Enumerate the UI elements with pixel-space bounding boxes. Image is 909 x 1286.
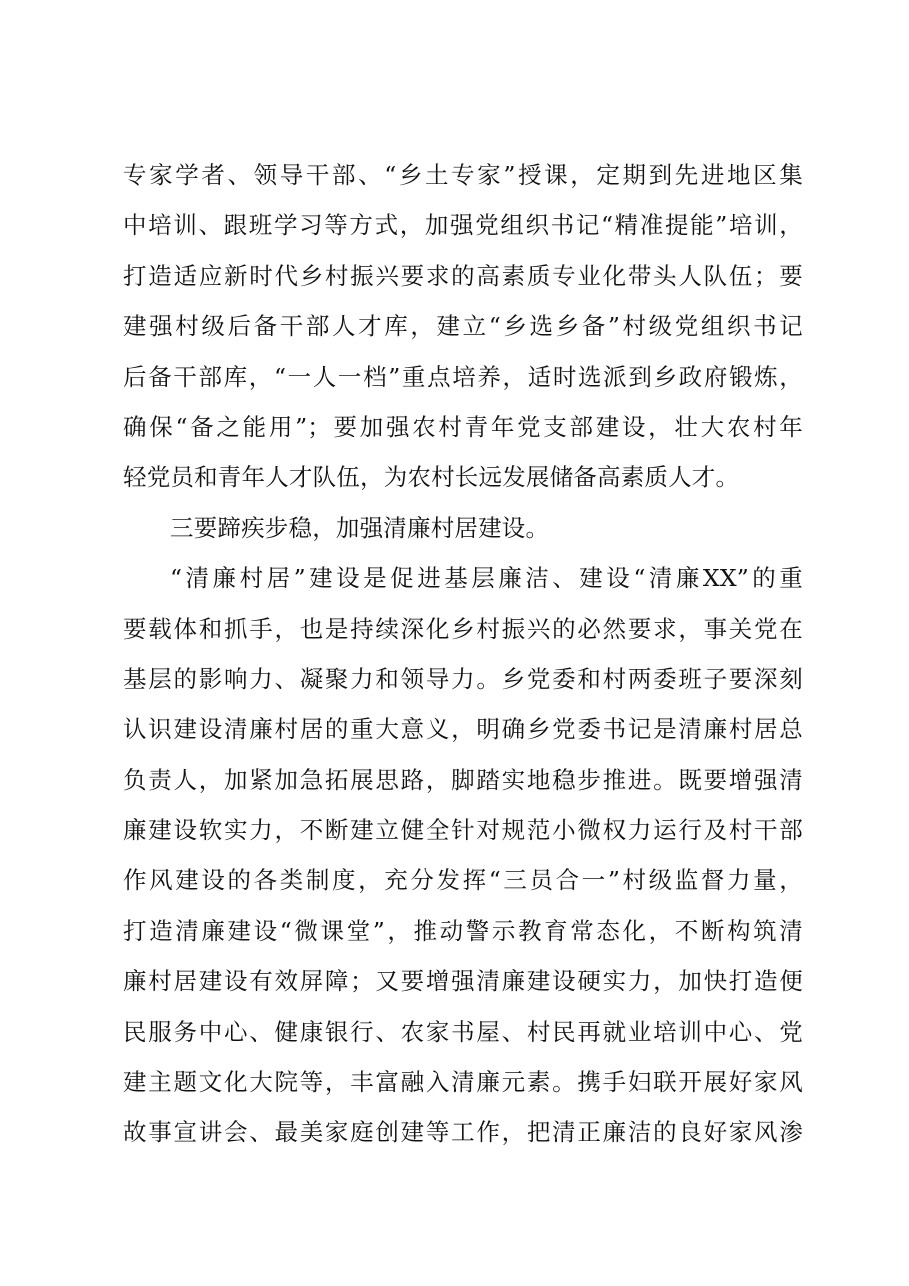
body-text xyxy=(123,150,803,1158)
text-line: 廉村居建设有效屏障；又要增强清廉建设硬实力，加快打造便 xyxy=(123,967,803,996)
text-line: 负责人，加紧加急拓展思路，脚踏实地稳步推进。既要增强清 xyxy=(123,765,803,794)
text-line: 要载体和抓手，也是持续深化乡村振兴的必然要求，事关党在 xyxy=(123,614,803,643)
text-line: 中培训、跟班学习等方式，加强党组织书记“精准提能”培训， xyxy=(123,211,803,240)
text-line: 打造清廉建设“微课堂”，推动警示教育常态化，不断构筑清 xyxy=(123,916,803,945)
text-line: 民服务中心、健康银行、农家书屋、村民再就业培训中心、党 xyxy=(123,1017,803,1046)
text-line: 建主题文化大院等，丰富融入清廉元素。携手妇联开展好家风 xyxy=(123,1068,803,1097)
text-line: 廉建设软实力，不断建立健全针对规范小微权力运行及村干部 xyxy=(123,816,803,845)
text-line: 基层的影响力、凝聚力和领导力。乡党委和村两委班子要深刻 xyxy=(123,664,803,693)
text-line: 故事宣讲会、最美家庭创建等工作，把清正廉洁的良好家风渗 xyxy=(123,1118,803,1147)
text-line: 轻党员和青年人才队伍，为农村长远发展储备高素质人才。 xyxy=(123,463,740,492)
text-line: 打造适应新时代乡村振兴要求的高素质专业化带头人队伍；要 xyxy=(123,261,803,290)
text-line: 建强村级后备干部人才库，建立“乡选乡备”村级党组织书记 xyxy=(123,312,803,341)
text-line: “清廉村居”建设是促进基层廉洁、建设“清廉XX”的重 xyxy=(170,564,803,593)
text-line: 确保“备之能用”；要加强农村青年党支部建设，壮大农村年 xyxy=(123,412,803,441)
text-line: 后备干部库，“一人一档”重点培养，适时选派到乡政府锻炼， xyxy=(123,362,803,391)
text-line: 专家学者、领导干部、“乡土专家”授课，定期到先进地区集 xyxy=(123,161,803,189)
text-line: 三要蹄疾步稳，加强清廉村居建设。 xyxy=(170,513,550,542)
text-line: 作风建设的各类制度，充分发挥“三员合一”村级监督力量， xyxy=(123,866,803,895)
text-line: 认识建设清廉村居的重大意义，明确乡党委书记是清廉村居总 xyxy=(123,715,803,744)
